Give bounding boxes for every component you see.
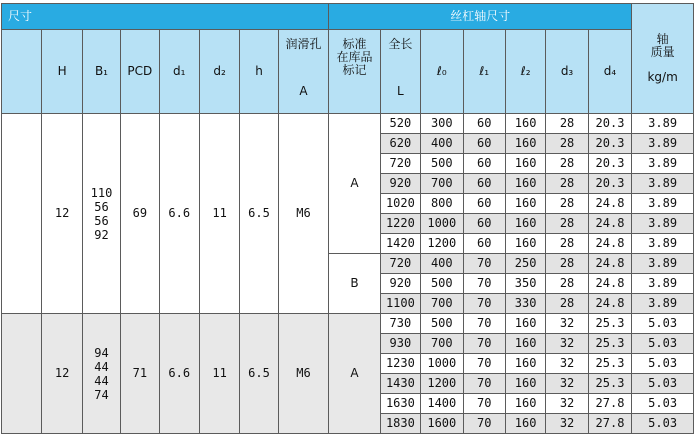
cell-l1: 60 bbox=[463, 194, 505, 214]
b1-value: 44 bbox=[94, 373, 109, 388]
cell-l0: 1000 bbox=[421, 354, 463, 374]
cell-d4: 25.3 bbox=[588, 334, 632, 354]
cell-l2: 160 bbox=[505, 174, 545, 194]
cell-d4: 20.3 bbox=[588, 154, 632, 174]
cell-d3: 32 bbox=[546, 314, 588, 334]
cell-l1: 70 bbox=[463, 294, 505, 314]
cell-length-L: 1220 bbox=[380, 214, 420, 234]
cell-d3: 32 bbox=[546, 334, 588, 354]
cell-length-L: 1830 bbox=[380, 414, 420, 434]
cell-l0: 700 bbox=[421, 294, 463, 314]
cell-l2: 160 bbox=[505, 394, 545, 414]
cell-d4: 25.3 bbox=[588, 354, 632, 374]
cell-l2: 160 bbox=[505, 334, 545, 354]
cell-d3: 28 bbox=[546, 114, 588, 134]
cell-weight: 5.03 bbox=[632, 314, 694, 334]
cell-l1: 70 bbox=[463, 334, 505, 354]
cell-d3: 28 bbox=[546, 274, 588, 294]
cell-lube-hole: M6 bbox=[278, 314, 329, 434]
cell-l1: 60 bbox=[463, 134, 505, 154]
cell-l0: 1200 bbox=[421, 374, 463, 394]
cell-d4: 24.8 bbox=[588, 274, 632, 294]
header-length-unit: L bbox=[397, 84, 404, 98]
block-left-blank bbox=[2, 114, 42, 314]
cell-l2: 160 bbox=[505, 414, 545, 434]
spec-table bbox=[1, 3, 694, 434]
header-d3: d₃ bbox=[546, 30, 588, 114]
cell-weight: 3.89 bbox=[632, 174, 694, 194]
cell-l0: 800 bbox=[421, 194, 463, 214]
cell-l0: 1400 bbox=[421, 394, 463, 414]
b1-value: 44 bbox=[94, 359, 109, 374]
cell-d3: 28 bbox=[546, 214, 588, 234]
cell-weight: 5.03 bbox=[632, 334, 694, 354]
cell-d3: 28 bbox=[546, 234, 588, 254]
table-row bbox=[2, 114, 694, 134]
cell-weight: 3.89 bbox=[632, 114, 694, 134]
header-l1: ℓ₁ bbox=[463, 30, 505, 114]
cell-l0: 500 bbox=[421, 154, 463, 174]
cell-length-L: 920 bbox=[380, 274, 420, 294]
cell-weight: 3.89 bbox=[632, 134, 694, 154]
cell-l0: 400 bbox=[421, 134, 463, 154]
cell-d4: 25.3 bbox=[588, 374, 632, 394]
cell-weight: 3.89 bbox=[632, 194, 694, 214]
cell-weight: 3.89 bbox=[632, 214, 694, 234]
cell-weight: 5.03 bbox=[632, 414, 694, 434]
cell-l0: 1000 bbox=[421, 214, 463, 234]
header-h: h bbox=[240, 30, 278, 114]
spec-table-body bbox=[2, 114, 694, 434]
cell-d3: 28 bbox=[546, 194, 588, 214]
cell-d3: 32 bbox=[546, 414, 588, 434]
cell-l0: 700 bbox=[421, 334, 463, 354]
cell-d2: 11 bbox=[199, 314, 239, 434]
cell-d4: 24.8 bbox=[588, 194, 632, 214]
cell-weight: 5.03 bbox=[632, 394, 694, 414]
cell-stock-mark: B bbox=[329, 254, 381, 314]
cell-l2: 160 bbox=[505, 234, 545, 254]
cell-l1: 60 bbox=[463, 154, 505, 174]
cell-l1: 60 bbox=[463, 114, 505, 134]
cell-l2: 160 bbox=[505, 194, 545, 214]
header-d2: d₂ bbox=[199, 30, 239, 114]
cell-length-L: 920 bbox=[380, 174, 420, 194]
cell-length-L: 520 bbox=[380, 114, 420, 134]
cell-d1: 6.6 bbox=[159, 314, 199, 434]
cell-l2: 160 bbox=[505, 114, 545, 134]
header-B1: B₁ bbox=[82, 30, 120, 114]
cell-l1: 60 bbox=[463, 234, 505, 254]
cell-l0: 1600 bbox=[421, 414, 463, 434]
cell-l1: 70 bbox=[463, 254, 505, 274]
header-PCD: PCD bbox=[121, 30, 159, 114]
header-blank bbox=[2, 30, 42, 114]
cell-H: 12 bbox=[42, 114, 82, 314]
cell-l1: 70 bbox=[463, 314, 505, 334]
cell-length-L: 930 bbox=[380, 334, 420, 354]
cell-d3: 28 bbox=[546, 254, 588, 274]
cell-d4: 24.8 bbox=[588, 254, 632, 274]
group-header-screw-shaft: 丝杠轴尺寸 bbox=[329, 4, 632, 30]
cell-lube-hole: M6 bbox=[278, 114, 329, 314]
cell-length-L: 1020 bbox=[380, 194, 420, 214]
cell-l0: 500 bbox=[421, 274, 463, 294]
cell-l1: 60 bbox=[463, 214, 505, 234]
cell-d4: 27.8 bbox=[588, 414, 632, 434]
cell-l0: 500 bbox=[421, 314, 463, 334]
header-lube-unit: A bbox=[299, 84, 308, 98]
cell-length-L: 1100 bbox=[380, 294, 420, 314]
cell-l1: 60 bbox=[463, 174, 505, 194]
cell-d3: 28 bbox=[546, 294, 588, 314]
cell-d3: 28 bbox=[546, 134, 588, 154]
cell-length-L: 1430 bbox=[380, 374, 420, 394]
group-header-size: 尺寸 bbox=[2, 4, 329, 30]
header-d1: d₁ bbox=[159, 30, 199, 114]
cell-d4: 25.3 bbox=[588, 314, 632, 334]
header-l2: ℓ₂ bbox=[505, 30, 545, 114]
cell-l2: 160 bbox=[505, 214, 545, 234]
cell-l1: 70 bbox=[463, 414, 505, 434]
b1-value: 92 bbox=[94, 227, 109, 242]
cell-weight: 3.89 bbox=[632, 274, 694, 294]
cell-l0: 400 bbox=[421, 254, 463, 274]
cell-d4: 24.8 bbox=[588, 294, 632, 314]
cell-h: 6.5 bbox=[240, 114, 278, 314]
cell-d3: 32 bbox=[546, 354, 588, 374]
cell-d3: 32 bbox=[546, 394, 588, 414]
header-d4: d₄ bbox=[588, 30, 632, 114]
cell-d3: 32 bbox=[546, 374, 588, 394]
b1-value: 56 bbox=[94, 213, 109, 228]
cell-H: 12 bbox=[42, 314, 82, 434]
cell-h: 6.5 bbox=[240, 314, 278, 434]
cell-l2: 160 bbox=[505, 374, 545, 394]
cell-B1 bbox=[82, 114, 120, 314]
header-weight-unit: kg/m bbox=[647, 70, 678, 84]
header-shaft-weight: 轴 质量 bbox=[650, 32, 675, 59]
cell-l2: 160 bbox=[505, 314, 545, 334]
b1-value: 56 bbox=[94, 199, 109, 214]
cell-d4: 27.8 bbox=[588, 394, 632, 414]
cell-PCD: 69 bbox=[121, 114, 159, 314]
cell-d2: 11 bbox=[199, 114, 239, 314]
cell-l1: 70 bbox=[463, 274, 505, 294]
cell-l2: 350 bbox=[505, 274, 545, 294]
cell-length-L: 1630 bbox=[380, 394, 420, 414]
cell-l2: 160 bbox=[505, 154, 545, 174]
cell-d1: 6.6 bbox=[159, 114, 199, 314]
cell-length-L: 720 bbox=[380, 154, 420, 174]
b1-value: 94 bbox=[94, 345, 109, 360]
cell-l0: 700 bbox=[421, 174, 463, 194]
cell-length-L: 1230 bbox=[380, 354, 420, 374]
cell-d4: 20.3 bbox=[588, 114, 632, 134]
cell-length-L: 720 bbox=[380, 254, 420, 274]
header-standard-stock-mark: 标准 在库品 标记 bbox=[336, 37, 373, 77]
cell-stock-mark: A bbox=[329, 314, 381, 434]
cell-B1 bbox=[82, 314, 120, 434]
cell-l2: 160 bbox=[505, 134, 545, 154]
cell-d3: 28 bbox=[546, 174, 588, 194]
cell-l0: 1200 bbox=[421, 234, 463, 254]
b1-value: 110 bbox=[90, 185, 113, 200]
header-H: H bbox=[42, 30, 82, 114]
cell-length-L: 730 bbox=[380, 314, 420, 334]
cell-d4: 20.3 bbox=[588, 134, 632, 154]
cell-weight: 5.03 bbox=[632, 374, 694, 394]
table-row bbox=[2, 314, 694, 334]
cell-d4: 24.8 bbox=[588, 234, 632, 254]
cell-l2: 330 bbox=[505, 294, 545, 314]
cell-l2: 160 bbox=[505, 354, 545, 374]
cell-d3: 28 bbox=[546, 154, 588, 174]
cell-weight: 5.03 bbox=[632, 354, 694, 374]
cell-l2: 250 bbox=[505, 254, 545, 274]
cell-l1: 70 bbox=[463, 394, 505, 414]
header-total-length: 全长 bbox=[388, 37, 413, 51]
header-lube-hole: 润滑孔 bbox=[285, 37, 322, 51]
cell-weight: 3.89 bbox=[632, 234, 694, 254]
cell-d4: 20.3 bbox=[588, 174, 632, 194]
header-l0: ℓ₀ bbox=[421, 30, 463, 114]
cell-weight: 3.89 bbox=[632, 154, 694, 174]
b1-value: 74 bbox=[94, 387, 109, 402]
cell-d4: 24.8 bbox=[588, 214, 632, 234]
cell-length-L: 1420 bbox=[380, 234, 420, 254]
cell-l1: 70 bbox=[463, 354, 505, 374]
cell-length-L: 620 bbox=[380, 134, 420, 154]
cell-weight: 3.89 bbox=[632, 294, 694, 314]
cell-l1: 70 bbox=[463, 374, 505, 394]
cell-stock-mark: A bbox=[329, 114, 381, 254]
cell-weight: 3.89 bbox=[632, 254, 694, 274]
block-left-blank bbox=[2, 314, 42, 434]
cell-PCD: 71 bbox=[121, 314, 159, 434]
cell-l0: 300 bbox=[421, 114, 463, 134]
